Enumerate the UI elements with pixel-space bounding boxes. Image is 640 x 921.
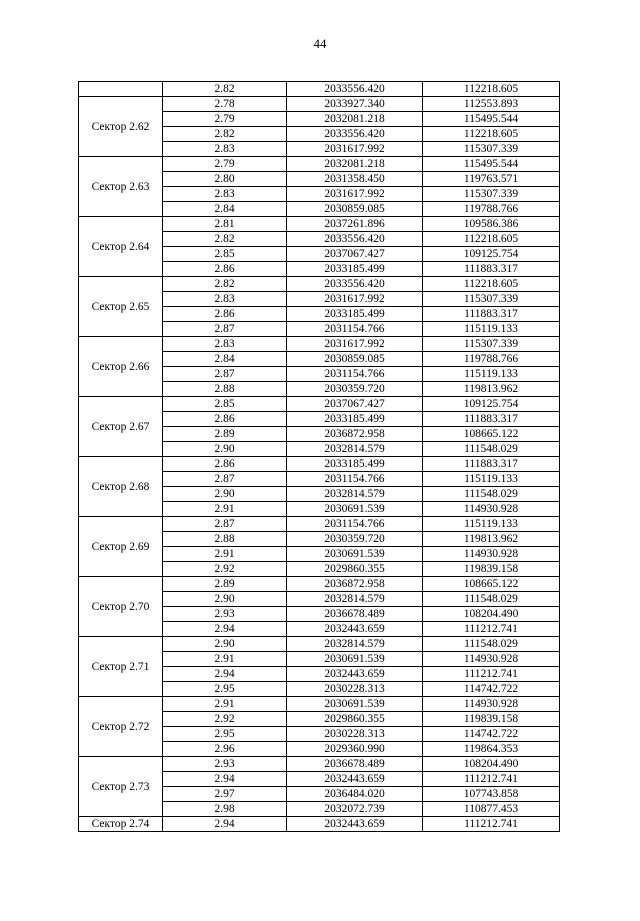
y-coordinate-cell: 111883.317 [423,412,560,427]
x-coordinate-cell: 2033185.499 [287,307,423,322]
table-row [79,577,560,592]
point-number-cell: 2.89 [163,427,287,442]
point-number-cell: 2.91 [163,547,287,562]
point-number-cell: 2.85 [163,397,287,412]
sector-name-cell: Сектор 2.63 [79,157,163,217]
x-coordinate-cell: 2031154.766 [287,367,423,382]
y-coordinate-cell: 111883.317 [423,457,560,472]
y-coordinate-cell: 115495.544 [423,112,560,127]
point-number-cell: 2.82 [163,277,287,292]
x-coordinate-cell: 2030691.539 [287,697,423,712]
y-coordinate-cell: 119813.962 [423,382,560,397]
table-row [79,82,560,97]
x-coordinate-cell: 2032443.659 [287,772,423,787]
sector-name-cell: Сектор 2.73 [79,757,163,817]
page-number: 44 [313,36,327,51]
x-coordinate-cell: 2030359.720 [287,382,423,397]
y-coordinate-cell: 109586.386 [423,217,560,232]
x-coordinate-cell: 2032443.659 [287,817,423,832]
y-coordinate-cell: 111212.741 [423,772,560,787]
x-coordinate-cell: 2031154.766 [287,517,423,532]
point-number-cell: 2.97 [163,787,287,802]
point-number-cell: 2.83 [163,337,287,352]
y-coordinate-cell: 112218.605 [423,232,560,247]
point-number-cell: 2.86 [163,307,287,322]
point-number-cell: 2.79 [163,157,287,172]
y-coordinate-cell: 114930.928 [423,652,560,667]
y-coordinate-cell: 111883.317 [423,307,560,322]
y-coordinate-cell: 111212.741 [423,667,560,682]
point-number-cell: 2.90 [163,487,287,502]
y-coordinate-cell: 114742.722 [423,727,560,742]
x-coordinate-cell: 2033185.499 [287,262,423,277]
point-number-cell: 2.91 [163,652,287,667]
point-number-cell: 2.94 [163,667,287,682]
point-number-cell: 2.86 [163,262,287,277]
point-number-cell: 2.82 [163,232,287,247]
x-coordinate-cell: 2033185.499 [287,412,423,427]
point-number-cell: 2.87 [163,322,287,337]
point-number-cell: 2.90 [163,637,287,652]
table-row [79,157,560,172]
point-number-cell: 2.90 [163,442,287,457]
point-number-cell: 2.98 [163,802,287,817]
sector-name-cell: Сектор 2.67 [79,397,163,457]
sector-name-cell: Сектор 2.69 [79,517,163,577]
y-coordinate-cell: 109125.754 [423,397,560,412]
point-number-cell: 2.91 [163,697,287,712]
y-coordinate-cell: 111548.029 [423,487,560,502]
x-coordinate-cell: 2032081.218 [287,112,423,127]
point-number-cell: 2.94 [163,817,287,832]
table-row [79,397,560,412]
table-row [79,97,560,112]
table-row [79,217,560,232]
sector-name-cell: Сектор 2.70 [79,577,163,637]
x-coordinate-cell: 2032814.579 [287,487,423,502]
x-coordinate-cell: 2036678.489 [287,607,423,622]
y-coordinate-cell: 110877.453 [423,802,560,817]
x-coordinate-cell: 2032814.579 [287,442,423,457]
x-coordinate-cell: 2036872.958 [287,577,423,592]
x-coordinate-cell: 2032072.739 [287,802,423,817]
point-number-cell: 2.94 [163,772,287,787]
y-coordinate-cell: 114930.928 [423,502,560,517]
x-coordinate-cell: 2032443.659 [287,667,423,682]
point-number-cell: 2.90 [163,592,287,607]
y-coordinate-cell: 115119.133 [423,322,560,337]
table-row [79,757,560,772]
x-coordinate-cell: 2030228.313 [287,727,423,742]
point-number-cell: 2.82 [163,82,287,97]
x-coordinate-cell: 2031154.766 [287,472,423,487]
y-coordinate-cell: 114742.722 [423,682,560,697]
x-coordinate-cell: 2031617.992 [287,142,423,157]
y-coordinate-cell: 111548.029 [423,637,560,652]
y-coordinate-cell: 111883.317 [423,262,560,277]
y-coordinate-cell: 119763.571 [423,172,560,187]
point-number-cell: 2.93 [163,607,287,622]
point-number-cell: 2.94 [163,622,287,637]
y-coordinate-cell: 115307.339 [423,187,560,202]
sector-name-cell: Сектор 2.62 [79,97,163,157]
x-coordinate-cell: 2031617.992 [287,187,423,202]
x-coordinate-cell: 2031154.766 [287,322,423,337]
x-coordinate-cell: 2029360.990 [287,742,423,757]
point-number-cell: 2.89 [163,577,287,592]
y-coordinate-cell: 107743.858 [423,787,560,802]
x-coordinate-cell: 2033556.420 [287,232,423,247]
y-coordinate-cell: 114930.928 [423,697,560,712]
sector-name-cell: Сектор 2.64 [79,217,163,277]
x-coordinate-cell: 2031358.450 [287,172,423,187]
y-coordinate-cell: 119788.766 [423,202,560,217]
y-coordinate-cell: 111212.741 [423,622,560,637]
y-coordinate-cell: 111212.741 [423,817,560,832]
sector-name-cell: Сектор 2.74 [79,817,163,832]
point-number-cell: 2.84 [163,352,287,367]
point-number-cell: 2.83 [163,292,287,307]
x-coordinate-cell: 2036484.020 [287,787,423,802]
point-number-cell: 2.93 [163,757,287,772]
point-number-cell: 2.96 [163,742,287,757]
y-coordinate-cell: 115119.133 [423,517,560,532]
table-row [79,517,560,532]
x-coordinate-cell: 2036872.958 [287,427,423,442]
x-coordinate-cell: 2032814.579 [287,637,423,652]
x-coordinate-cell: 2030691.539 [287,502,423,517]
y-coordinate-cell: 108204.490 [423,607,560,622]
x-coordinate-cell: 2033556.420 [287,277,423,292]
point-number-cell: 2.82 [163,127,287,142]
y-coordinate-cell: 109125.754 [423,247,560,262]
point-number-cell: 2.95 [163,727,287,742]
point-number-cell: 2.87 [163,472,287,487]
x-coordinate-cell: 2033185.499 [287,457,423,472]
x-coordinate-cell: 2032443.659 [287,622,423,637]
table-row [79,637,560,652]
sector-name-cell: Сектор 2.66 [79,337,163,397]
table-row [79,697,560,712]
table-row [79,337,560,352]
y-coordinate-cell: 111548.029 [423,442,560,457]
y-coordinate-cell: 112218.605 [423,277,560,292]
point-number-cell: 2.91 [163,502,287,517]
x-coordinate-cell: 2030859.085 [287,352,423,367]
x-coordinate-cell: 2037261.896 [287,217,423,232]
point-number-cell: 2.79 [163,112,287,127]
y-coordinate-cell: 119813.962 [423,532,560,547]
x-coordinate-cell: 2032814.579 [287,592,423,607]
y-coordinate-cell: 112218.605 [423,127,560,142]
point-number-cell: 2.92 [163,712,287,727]
point-number-cell: 2.83 [163,187,287,202]
point-number-cell: 2.95 [163,682,287,697]
y-coordinate-cell: 115307.339 [423,292,560,307]
y-coordinate-cell: 114930.928 [423,547,560,562]
x-coordinate-cell: 2030359.720 [287,532,423,547]
table-row [79,817,560,832]
x-coordinate-cell: 2030691.539 [287,547,423,562]
y-coordinate-cell: 115307.339 [423,337,560,352]
x-coordinate-cell: 2031617.992 [287,337,423,352]
x-coordinate-cell: 2033556.420 [287,82,423,97]
x-coordinate-cell: 2030859.085 [287,202,423,217]
x-coordinate-cell: 2033927.340 [287,97,423,112]
y-coordinate-cell: 119839.158 [423,562,560,577]
sector-name-cell: Сектор 2.68 [79,457,163,517]
x-coordinate-cell: 2030691.539 [287,652,423,667]
y-coordinate-cell: 119788.766 [423,352,560,367]
y-coordinate-cell: 119839.158 [423,712,560,727]
point-number-cell: 2.87 [163,367,287,382]
coordinates-table [78,81,560,832]
point-number-cell: 2.87 [163,517,287,532]
x-coordinate-cell: 2037067.427 [287,397,423,412]
x-coordinate-cell: 2032081.218 [287,157,423,172]
x-coordinate-cell: 2031617.992 [287,292,423,307]
y-coordinate-cell: 112553.893 [423,97,560,112]
x-coordinate-cell: 2029860.355 [287,562,423,577]
sector-name-cell [79,82,163,97]
point-number-cell: 2.78 [163,97,287,112]
y-coordinate-cell: 108204.490 [423,757,560,772]
y-coordinate-cell: 115307.339 [423,142,560,157]
x-coordinate-cell: 2036678.489 [287,757,423,772]
point-number-cell: 2.85 [163,247,287,262]
point-number-cell: 2.80 [163,172,287,187]
y-coordinate-cell: 112218.605 [423,82,560,97]
y-coordinate-cell: 115495.544 [423,157,560,172]
y-coordinate-cell: 108665.122 [423,577,560,592]
y-coordinate-cell: 115119.133 [423,472,560,487]
x-coordinate-cell: 2030228.313 [287,682,423,697]
point-number-cell: 2.88 [163,382,287,397]
point-number-cell: 2.88 [163,532,287,547]
y-coordinate-cell: 108665.122 [423,427,560,442]
coordinates-table-body [79,82,560,832]
x-coordinate-cell: 2029860.355 [287,712,423,727]
sector-name-cell: Сектор 2.71 [79,637,163,697]
point-number-cell: 2.84 [163,202,287,217]
y-coordinate-cell: 111548.029 [423,592,560,607]
x-coordinate-cell: 2037067.427 [287,247,423,262]
point-number-cell: 2.86 [163,457,287,472]
table-row [79,457,560,472]
point-number-cell: 2.92 [163,562,287,577]
table-row [79,277,560,292]
x-coordinate-cell: 2033556.420 [287,127,423,142]
point-number-cell: 2.81 [163,217,287,232]
sector-name-cell: Сектор 2.72 [79,697,163,757]
y-coordinate-cell: 119864.353 [423,742,560,757]
sector-name-cell: Сектор 2.65 [79,277,163,337]
point-number-cell: 2.83 [163,142,287,157]
y-coordinate-cell: 115119.133 [423,367,560,382]
point-number-cell: 2.86 [163,412,287,427]
